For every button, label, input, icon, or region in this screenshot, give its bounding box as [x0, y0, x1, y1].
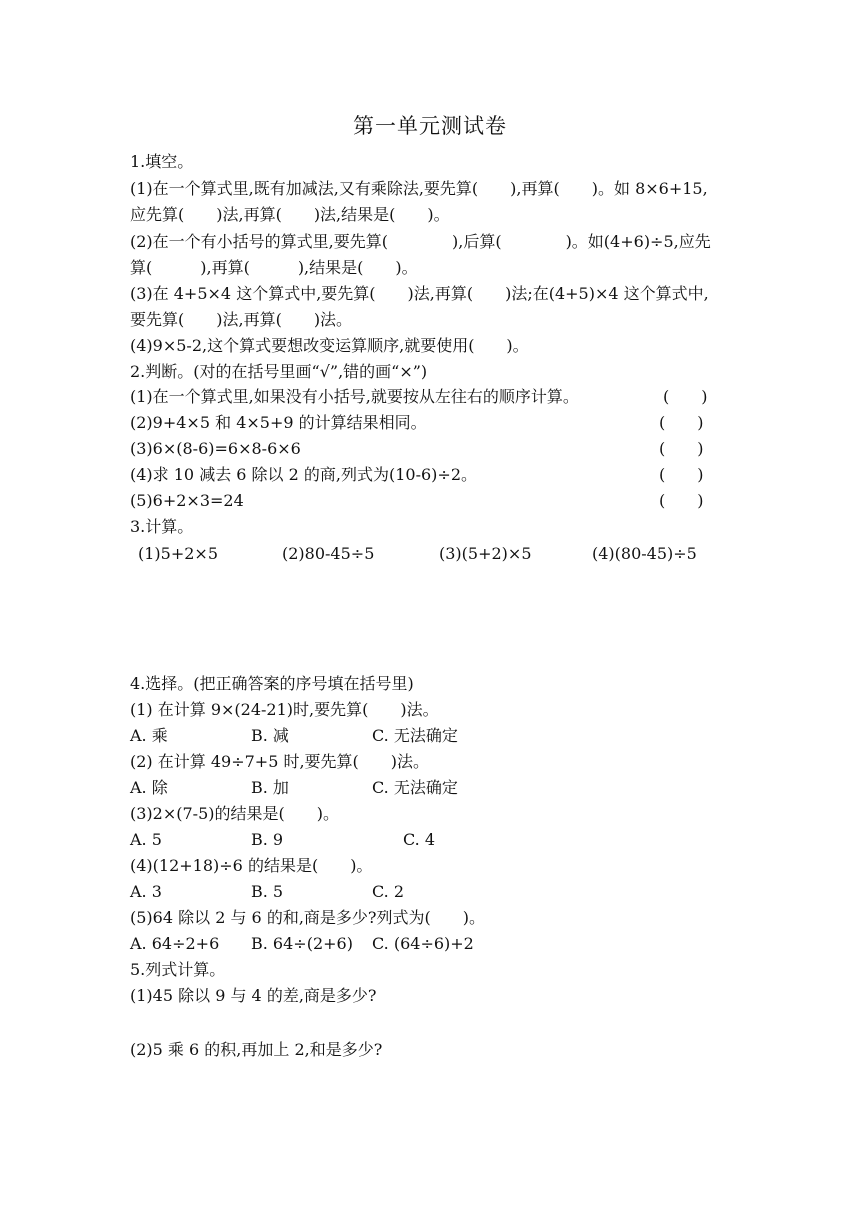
calc-item-3: (3)(5+2)×5 — [439, 544, 532, 563]
calc-item-1: (1)5+2×5 — [138, 544, 219, 563]
section-1-heading: 1.填空。 — [130, 152, 194, 171]
judge-answer-bracket-5: ( ) — [659, 491, 704, 510]
choice-q2-option-b: B. 加 — [251, 778, 289, 797]
judge-answer-bracket-3: ( ) — [659, 439, 704, 458]
fill-q3-line1: (3)在 4+5×4 这个算式中,要先算( )法,再算( )法;在(4+5)×4 这个算式中, — [130, 284, 709, 303]
choice-q3: (3)2×(7-5)的结果是( )。 — [130, 804, 339, 823]
choice-q4-option-c: C. 2 — [372, 882, 405, 901]
choice-q3-option-a: A. 5 — [130, 830, 162, 849]
expression-q1: (1)45 除以 9 与 4 的差,商是多少? — [130, 986, 377, 1005]
fill-q4-line: (4)9×5-2,这个算式要想改变运算顺序,就要使用( )。 — [130, 336, 529, 355]
choice-q3-option-b: B. 9 — [251, 830, 284, 849]
section-3-heading: 3.计算。 — [130, 517, 194, 536]
section-2-heading: 2.判断。(对的在括号里画“√”,错的画“×”) — [130, 362, 428, 381]
fill-q1-line1: (1)在一个算式里,既有加减法,又有乘除法,要先算( ),再算( )。如 8×6+15, — [130, 179, 708, 198]
choice-q4-option-b: B. 5 — [251, 882, 284, 901]
fill-q3-line2: 要先算( )法,再算( )法。 — [130, 310, 353, 329]
choice-q1-option-a: A. 乘 — [130, 726, 168, 745]
judge-answer-bracket-4: ( ) — [659, 465, 704, 484]
choice-q4: (4)(12+18)÷6 的结果是( )。 — [130, 856, 373, 875]
choice-q4-option-a: A. 3 — [130, 882, 162, 901]
calc-item-4: (4)(80-45)÷5 — [592, 544, 697, 563]
choice-q1-option-b: B. 减 — [251, 726, 289, 745]
choice-q2: (2) 在计算 49÷7+5 时,要先算( )法。 — [130, 752, 430, 771]
judge-answer-bracket-1: ( ) — [663, 387, 708, 406]
choice-q3-option-c: C. 4 — [403, 830, 436, 849]
choice-q2-option-a: A. 除 — [130, 778, 168, 797]
calc-item-2: (2)80-45÷5 — [282, 544, 375, 563]
judge-item-3: (3)6×(8-6)=6×8-6×6 — [130, 439, 301, 458]
judge-item-2: (2)9+4×5 和 4×5+9 的计算结果相同。 — [130, 413, 427, 432]
choice-q1-option-c: C. 无法确定 — [372, 726, 458, 745]
fill-q2-line1: (2)在一个有小括号的算式里,要先算( ),后算( )。如(4+6)÷5,应先 — [130, 232, 711, 251]
section-4-heading: 4.选择。(把正确答案的序号填在括号里) — [130, 674, 414, 693]
section-5-heading: 5.列式计算。 — [130, 960, 226, 979]
judge-item-1: (1)在一个算式里,如果没有小括号,就要按从左往右的顺序计算。 — [130, 387, 579, 406]
page-title: 第一单元测试卷 — [353, 114, 507, 138]
judge-answer-bracket-2: ( ) — [659, 413, 704, 432]
choice-q2-option-c: C. 无法确定 — [372, 778, 458, 797]
choice-q5: (5)64 除以 2 与 6 的和,商是多少?列式为( )。 — [130, 908, 485, 927]
choice-q5-option-c: C. (64÷6)+2 — [372, 934, 474, 953]
judge-item-5: (5)6+2×3=24 — [130, 491, 244, 510]
judge-item-4: (4)求 10 减去 6 除以 2 的商,列式为(10-6)÷2。 — [130, 465, 478, 484]
choice-q5-option-b: B. 64÷(2+6) — [251, 934, 353, 953]
fill-q1-line2: 应先算( )法,再算( )法,结果是( )。 — [130, 205, 450, 224]
choice-q5-option-a: A. 64÷2+6 — [130, 934, 220, 953]
fill-q2-line2: 算( ),再算( ),结果是( )。 — [130, 258, 418, 277]
expression-q2: (2)5 乘 6 的积,再加上 2,和是多少? — [130, 1040, 383, 1059]
choice-q1: (1) 在计算 9×(24-21)时,要先算( )法。 — [130, 700, 439, 719]
